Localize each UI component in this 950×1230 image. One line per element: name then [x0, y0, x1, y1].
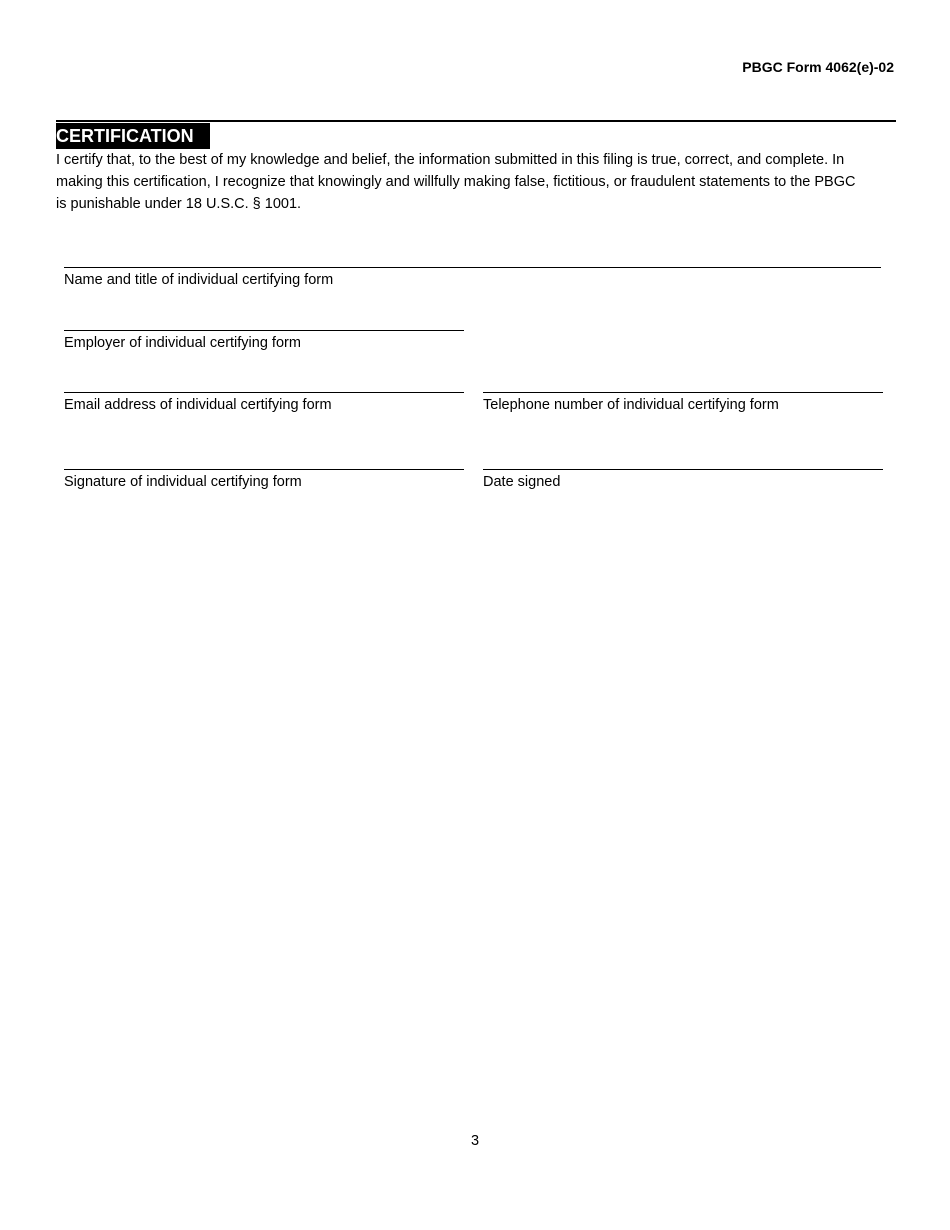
name-title-line[interactable] — [64, 267, 881, 268]
employer-line[interactable] — [64, 330, 464, 331]
signature-label: Signature of individual certifying form — [64, 474, 302, 490]
section-title: CERTIFICATION — [56, 123, 210, 149]
employer-label: Employer of individual certifying form — [64, 335, 301, 351]
name-title-label: Name and title of individual certifying form — [64, 272, 334, 288]
telephone-label: Telephone number of individual certifying form — [483, 397, 779, 413]
section-divider — [56, 120, 896, 122]
certification-statement: I certify that, to the best of my knowledge and belief, the information submitted in this filing is true, correct, and complete. In making this certification, I recognize that knowingly and willfully making false, fictitious, or fraudulent statements to the PBGC is punishable under 18 U.S.C. § 1001. — [56, 152, 856, 212]
date-signed-label: Date signed — [483, 474, 561, 490]
email-label: Email address of individual certifying form — [64, 397, 332, 413]
date-signed-line[interactable] — [483, 469, 883, 470]
signature-line[interactable] — [64, 469, 464, 470]
telephone-line[interactable] — [483, 392, 883, 393]
email-line[interactable] — [64, 392, 464, 393]
page-number: 3 — [470, 1133, 480, 1149]
form-identifier: PBGC Form 4062(e)-02 — [742, 59, 894, 75]
